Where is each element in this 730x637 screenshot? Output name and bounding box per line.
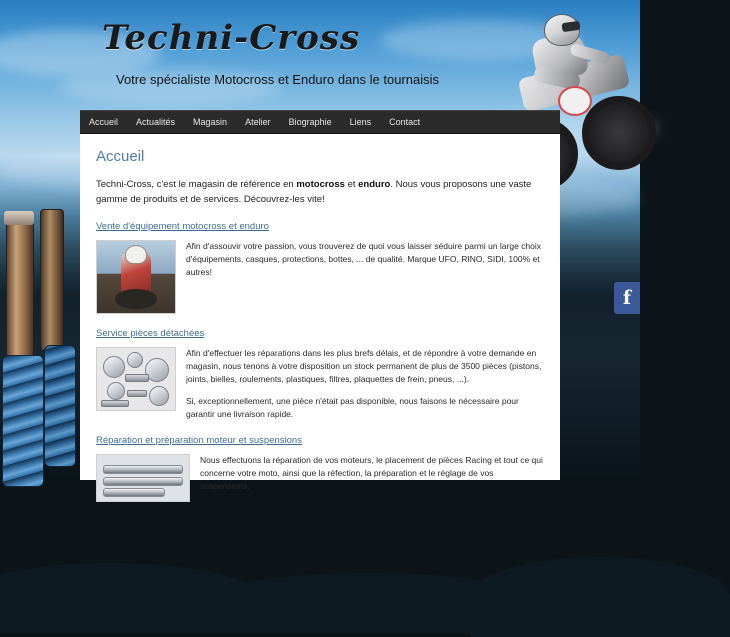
nav-item-actualites[interactable]: Actualités bbox=[136, 117, 176, 127]
section-paragraph: Nous effectuons la réparation de vos moteurs, le placement de pièces Racing et tout ce qui concerne votre moto, ainsi que la réfection, la préparation et le réglage de vos suspensions. bbox=[200, 455, 543, 491]
section-vente-equipement bbox=[96, 221, 544, 314]
number-plate-shape bbox=[558, 86, 592, 116]
intro-bold-enduro: enduro bbox=[358, 179, 391, 190]
site-logo[interactable] bbox=[102, 18, 360, 58]
wheel-shape bbox=[115, 289, 157, 309]
nav-item-liens[interactable]: Liens bbox=[349, 117, 372, 127]
intro-text-2: et bbox=[344, 179, 359, 190]
section-thumbnail-suspensions[interactable] bbox=[96, 454, 190, 502]
nav-item-accueil[interactable]: Accueil bbox=[89, 117, 119, 127]
nav-item-magasin[interactable]: Magasin bbox=[193, 117, 228, 127]
section-reparation-moteur bbox=[96, 435, 544, 502]
front-wheel-shape bbox=[582, 96, 656, 170]
shock-absorber-shape bbox=[40, 209, 64, 351]
bar-part-shape bbox=[101, 400, 129, 407]
spring-shape bbox=[2, 355, 44, 487]
section-body bbox=[96, 347, 544, 421]
main-content bbox=[80, 132, 560, 491]
nav-item-atelier[interactable]: Atelier bbox=[245, 117, 271, 127]
section-title-link[interactable]: Réparation et préparation moteur et suspensions bbox=[96, 435, 302, 446]
intro-text-3: . Nous vous proposons une vaste gamme de produits et de services. Découvrez-les vite! bbox=[96, 179, 532, 205]
gear-part-shape bbox=[127, 352, 143, 368]
intro-bold-motocross: motocross bbox=[296, 179, 345, 190]
page-title: Accueil bbox=[96, 148, 145, 165]
site-tagline: Votre spécialiste Motocross et Enduro dans le tournaisis bbox=[116, 72, 440, 87]
gear-part-shape bbox=[103, 356, 125, 378]
intro-text-1: Techni-Cross, c'est le magasin de référence en bbox=[96, 179, 297, 190]
section-title-link[interactable]: Vente d'équipement motocross et enduro bbox=[96, 221, 269, 232]
site-logo-text: Techni-Cross bbox=[102, 18, 361, 58]
section-title-link[interactable]: Service pièces détachées bbox=[96, 328, 205, 339]
section-paragraph: Afin d'assouvir votre passion, vous trouverez de quoi vous laisser séduire parmi un large choix d'équipements, casques, protections, bottes, ... de qualité. Marque UFO, RINO, SIDI, 100% et autres! bbox=[186, 241, 542, 277]
intro-paragraph bbox=[96, 177, 544, 207]
section-pieces-detachees bbox=[96, 328, 544, 421]
main-navigation[interactable] bbox=[80, 110, 560, 134]
section-text bbox=[186, 240, 544, 279]
section-thumbnail-rider[interactable] bbox=[96, 240, 176, 314]
hill-shape bbox=[470, 557, 730, 637]
spring-shape bbox=[44, 345, 76, 467]
gear-part-shape bbox=[107, 382, 125, 400]
section-text bbox=[186, 347, 544, 421]
shock-cap-shape bbox=[4, 211, 34, 225]
shock-absorber-shape bbox=[6, 221, 34, 373]
section-paragraph: Afin d'effectuer les réparations dans les plus brefs délais, et de répondre à votre demande en magasin, nous tenons à votre disposition un stock permanent de plus de 3500 pièces (pistons, joints, bielles, roulements, plastiques, filtres, plaquettes de frein, pneus, ...). bbox=[186, 348, 542, 384]
section-text bbox=[200, 454, 544, 493]
suspension-background-photo bbox=[0, 205, 80, 480]
section-body bbox=[96, 240, 544, 314]
fork-tube-shape bbox=[103, 465, 183, 474]
section-thumbnail-parts[interactable] bbox=[96, 347, 176, 411]
masthead bbox=[80, 0, 560, 110]
bar-part-shape bbox=[125, 374, 149, 382]
bar-part-shape bbox=[127, 390, 147, 397]
section-paragraph: Si, exceptionnellement, une pièce n'était pas disponible, nous faisons le nécessaire pour garantir une livraison rapide. bbox=[186, 396, 519, 419]
fork-tube-shape bbox=[103, 477, 183, 486]
fork-tube-shape bbox=[103, 488, 165, 497]
helmet-icon bbox=[125, 245, 147, 264]
nav-item-contact[interactable]: Contact bbox=[389, 117, 421, 127]
nav-item-biographie[interactable]: Biographie bbox=[288, 117, 332, 127]
facebook-icon[interactable]: f bbox=[614, 282, 640, 314]
gear-part-shape bbox=[149, 386, 169, 406]
section-body bbox=[96, 454, 544, 502]
